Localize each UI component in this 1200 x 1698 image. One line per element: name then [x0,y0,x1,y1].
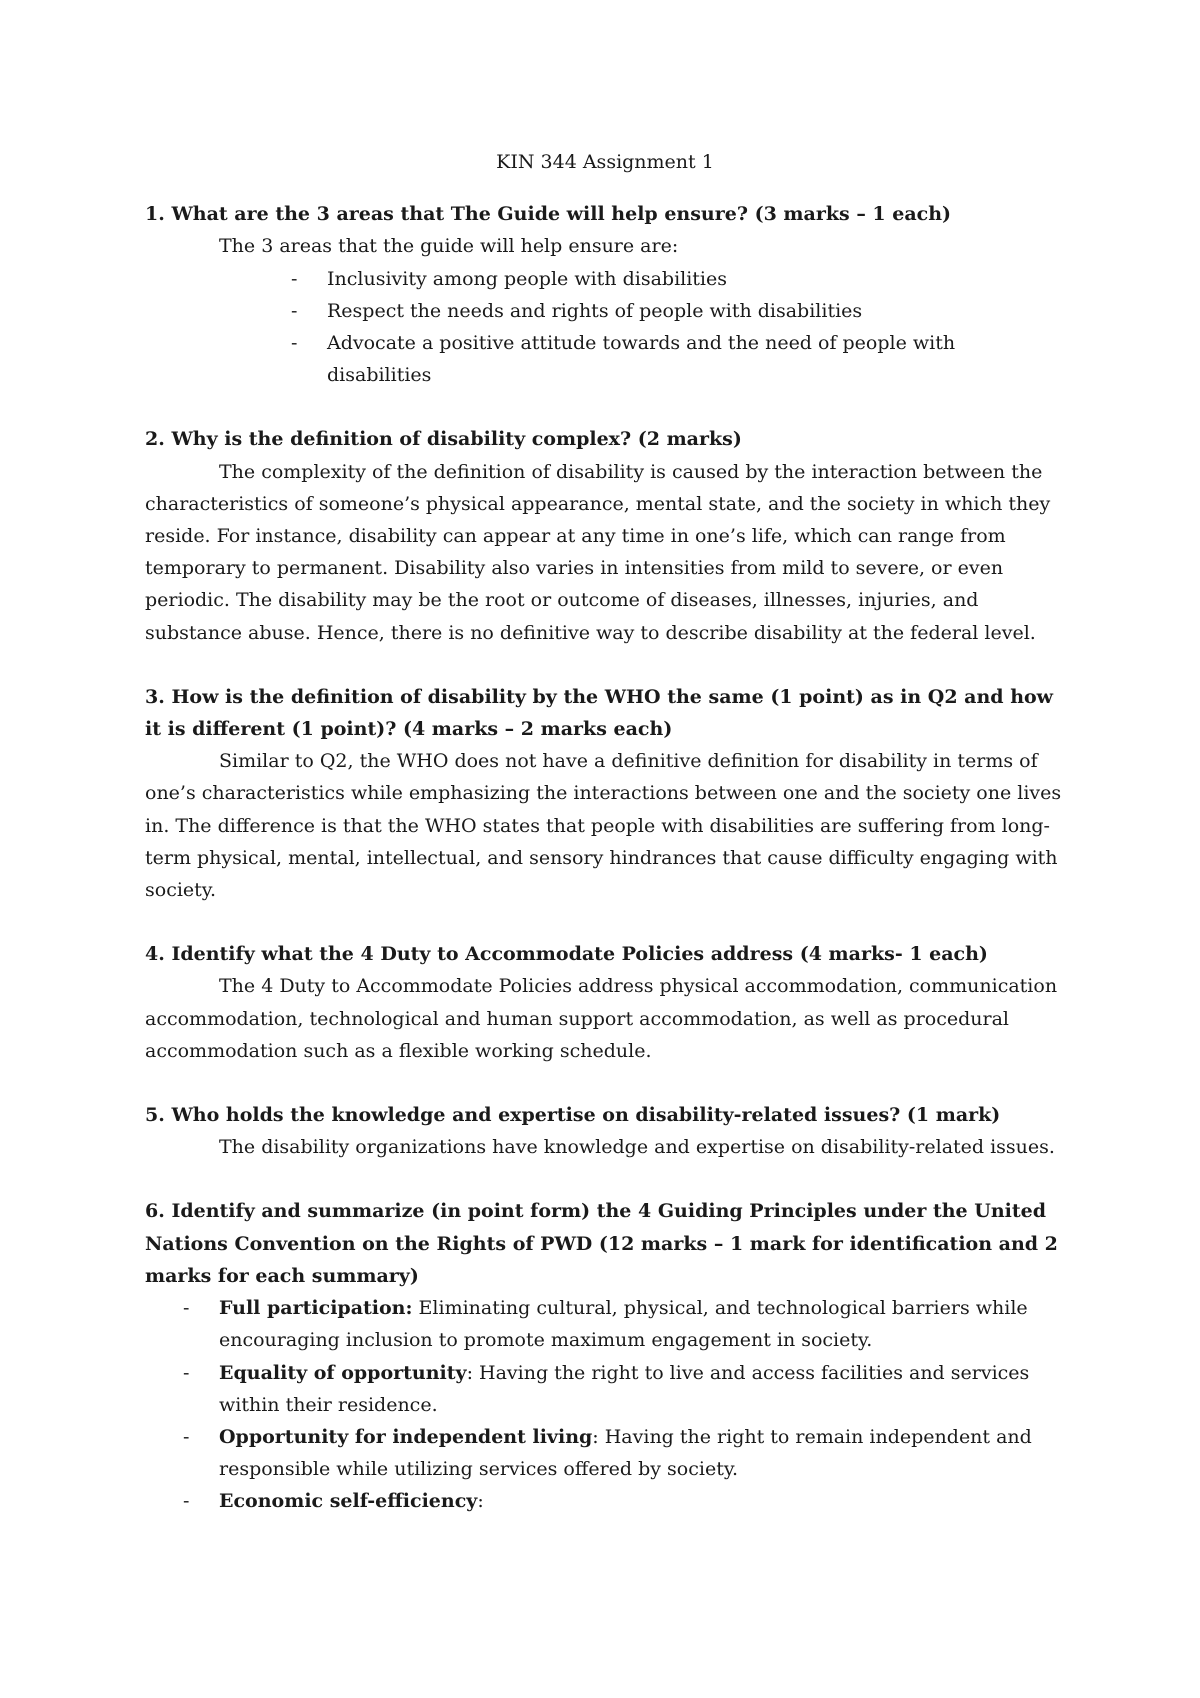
question-3-answer: Similar to Q2, the WHO does not have a definitive definition for disability in terms of one’s characteristics while emphasizing the interactions between one and the society one lives in. The difference is that the WHO states that people with disabilities are suffering from long-term physical, mental, intellectual, and sensory hindrances that cause difficulty engaging with society. [145,750,1062,902]
dash-bullet: - [291,332,298,355]
list-item-text: Advocate a positive attitude towards and the need of people with disabilities [327,332,956,387]
list-item [145,1485,1065,1517]
list-item [145,295,1065,327]
question-1-intro: The 3 areas that the guide will help ensure are: [219,235,679,258]
dash-bullet: - [183,1361,190,1384]
document-title: KIN 344 Assignment 1 [496,151,714,173]
question-4-answer: The 4 Duty to Accommodate Policies address physical accommodation, communication accommodation, technological and human support accommodation, as well as procedural accommodation such as a flexible working schedule. [145,975,1058,1062]
question-4-section [145,938,1065,1067]
principle-summary: : Having the right to remain independent and responsible while utilizing services offered by society. [219,1425,1032,1481]
question-6-list [145,1292,1065,1517]
question-2-answer: The complexity of the definition of disability is caused by the interaction between the characteristics of someone’s physical appearance, mental state, and the society in which they reside. For instance, disability can appear at any time in one’s life, which can range from temporary to permanent. Disability also varies in intensities from mild to severe, or even periodic. The disability may be the root or outcome of diseases, illnesses, injuries, and substance abuse. Hence, there is no definitive way to describe disability at the federal level. [145,460,1051,644]
question-5-section [145,1099,1065,1163]
dash-bullet: - [183,1490,190,1513]
principle-summary: : Having the right to live and access facilities and services within their residence. [219,1361,1030,1416]
question-3-section [145,681,1065,906]
question-5-heading: 5. Who holds the knowledge and expertise on disability-related issues? (1 mark) [145,1104,1001,1127]
principle-term: Economic self-efficiency [219,1490,478,1513]
dash-bullet: - [183,1297,190,1320]
question-4-heading: 4. Identify what the 4 Duty to Accommodate Policies address (4 marks- 1 each) [145,943,988,966]
question-5-answer: The disability organizations have knowledge and expertise on disability-related issues. [219,1136,1055,1159]
list-item-text: Inclusivity among people with disabilities [327,267,728,290]
principle-term: Equality of opportunity [219,1361,467,1384]
principle-summary: : [477,1490,484,1513]
list-item [145,1421,1065,1485]
document-body [145,146,1065,1550]
question-6-heading: 6. Identify and summarize (in point form) the 4 Guiding Principles under the United Nations Convention on the Rights of PWD (12 marks – 1 mark for identification and 2 marks for each summary) [145,1200,1058,1287]
question-1-section [145,198,1065,391]
principle-summary: Eliminating cultural, physical, and technological barriers while encouraging inclusion to promote maximum engagement in society. [219,1297,1028,1352]
question-1-heading: 1. What are the 3 areas that The Guide will help ensure? (3 marks – 1 each) [145,203,952,226]
question-1-list [145,263,1065,392]
dash-bullet: - [291,267,298,290]
question-3-heading: 3. How is the definition of disability by the WHO the same (1 point) as in Q2 and how it is different (1 point)? (4 marks – 2 marks each) [145,685,1054,741]
question-2-section [145,423,1065,648]
question-2-heading: 2. Why is the definition of disability complex? (2 marks) [145,428,742,451]
dash-bullet: - [183,1425,190,1448]
list-item [145,263,1065,295]
dash-bullet: - [291,299,298,322]
principle-term: Opportunity for independent living [219,1425,593,1448]
principle-term: Full participation: [219,1297,413,1320]
list-item-text: Respect the needs and rights of people with disabilities [327,299,863,322]
list-item [145,1357,1065,1421]
question-6-section [145,1195,1065,1517]
list-item [145,327,1065,391]
list-item [145,1292,1065,1356]
